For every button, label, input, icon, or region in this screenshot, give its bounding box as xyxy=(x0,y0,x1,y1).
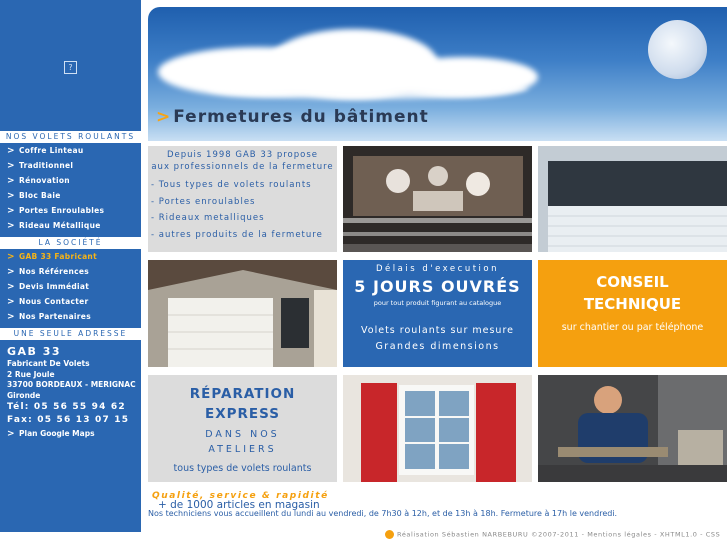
menu-item-partenaires[interactable] xyxy=(0,309,141,324)
delais-panel xyxy=(343,260,532,367)
cloud-shape xyxy=(208,77,528,99)
delais-headline: 5 JOURS OUVRÉS xyxy=(354,277,521,296)
delais-tagline: Grandes dimensions xyxy=(375,341,500,352)
chevron-right-icon: > xyxy=(7,146,15,156)
section-title-societe: LA SOCIÉTÉ xyxy=(0,237,141,249)
menu-item-gab33-fabricant[interactable] xyxy=(0,249,141,264)
chevron-right-icon: > xyxy=(7,176,15,186)
intro-lead-line: aux professionnels de la fermeture xyxy=(151,162,334,172)
menu-item-label: Traditionnel xyxy=(19,161,74,170)
footer-credits xyxy=(385,530,720,539)
map-link-label: Plan Google Maps xyxy=(19,429,95,438)
author-logo-icon xyxy=(385,530,394,539)
menu-item-bloc-baie[interactable] xyxy=(0,188,141,203)
red-shutters-image xyxy=(343,375,532,482)
menu-item-coffre-linteau[interactable] xyxy=(0,143,141,158)
reparation-panel xyxy=(148,375,337,482)
chevron-right-icon: > xyxy=(7,429,15,439)
chevron-right-icon: > xyxy=(7,297,15,307)
google-maps-link[interactable] xyxy=(7,427,141,441)
footer-credits-text: Réalisation Sébastien NARBEBURU ©2007-2011 - Mentions légales - XHTML1.0 - CSS xyxy=(397,530,721,539)
chevron-right-icon: > xyxy=(7,191,15,201)
telephone: Tél: 05 56 55 94 62 xyxy=(7,402,126,412)
list-item: - Rideaux metalliques xyxy=(151,213,265,223)
chevron-right-icon: > xyxy=(7,161,15,171)
chevron-right-icon: > xyxy=(7,312,15,322)
header-banner xyxy=(148,7,727,141)
section-title-adresse: UNE SEULE ADRESSE xyxy=(0,328,141,340)
photo-garage-door xyxy=(148,260,337,367)
sidebar xyxy=(0,0,141,532)
reparation-subtitle xyxy=(148,427,337,457)
roller-shutter-image xyxy=(538,146,727,252)
quality-slogan: Qualité, service & rapidité xyxy=(152,491,329,501)
menu-item-traditionnel[interactable] xyxy=(0,158,141,173)
garage-door-image xyxy=(148,260,337,367)
menu-item-label: Bloc Baie xyxy=(19,191,61,200)
page-title xyxy=(156,107,429,127)
company-name: GAB 33 xyxy=(7,345,62,358)
chevron-right-icon: > xyxy=(7,282,15,292)
menu-volets xyxy=(0,143,141,233)
conseil-headline-line: CONSEIL xyxy=(596,273,669,291)
delais-label: Délais d'execution xyxy=(376,264,499,274)
conseil-headline-line: TECHNIQUE xyxy=(583,295,682,313)
chevron-right-icon: > xyxy=(7,267,15,277)
address-line: 2 Rue Joule xyxy=(7,369,55,379)
reparation-headline xyxy=(148,384,337,424)
chevron-right-icon: > xyxy=(7,206,15,216)
logo-placeholder-icon: ? xyxy=(64,61,77,74)
chevron-right-icon: > xyxy=(7,221,15,231)
reparation-subtitle-line: ATELIERS xyxy=(208,444,277,455)
address-line: Gironde xyxy=(7,390,41,400)
chevron-right-icon: > xyxy=(7,252,15,262)
page-title-text: Fermetures du bâtiment xyxy=(173,107,429,127)
chevron-right-icon: > xyxy=(156,107,172,127)
reparation-headline-line: EXPRESS xyxy=(205,406,280,422)
menu-item-rideau-metallique[interactable] xyxy=(0,218,141,233)
list-item: - autres produits de la fermeture xyxy=(151,229,323,240)
conseil-subtitle: sur chantier ou par téléphone xyxy=(561,322,704,333)
menu-item-label: Rénovation xyxy=(19,176,70,185)
menu-item-portes-enroulables[interactable] xyxy=(0,203,141,218)
address-block xyxy=(7,345,141,441)
reparation-headline-line: RÉPARATION xyxy=(189,386,296,402)
address-line: Fabricant De Volets xyxy=(7,359,90,368)
product-list xyxy=(148,177,337,243)
conseil-headline xyxy=(538,271,727,315)
intro-panel xyxy=(148,146,337,252)
reparation-subtitle-line: DANS NOS xyxy=(205,429,280,440)
menu-item-label: Nos Références xyxy=(19,267,90,276)
moon-image xyxy=(648,20,707,79)
photo-technician xyxy=(538,375,727,482)
menu-item-devis[interactable] xyxy=(0,279,141,294)
shop-grille-image xyxy=(343,146,532,252)
menu-item-label: Nos Partenaires xyxy=(19,312,91,321)
reparation-note: tous types de volets roulants xyxy=(173,463,312,474)
list-item: - Portes enroulables xyxy=(151,196,256,207)
menu-item-label: Nous Contacter xyxy=(19,297,89,306)
intro-lead xyxy=(148,149,337,173)
delais-tagline: Volets roulants sur mesure xyxy=(361,325,514,336)
menu-item-references[interactable] xyxy=(0,264,141,279)
menu-item-contact[interactable] xyxy=(0,294,141,309)
articles-count: + de 1000 articles en magasin xyxy=(158,499,320,511)
menu-item-renovation[interactable] xyxy=(0,173,141,188)
photo-roller-shutter xyxy=(538,146,727,252)
menu-item-label: Rideau Métallique xyxy=(19,221,101,230)
address-line: 33700 BORDEAUX - MERIGNAC xyxy=(7,380,136,389)
photo-red-shutters xyxy=(343,375,532,482)
menu-item-label: GAB 33 Fabricant xyxy=(19,252,97,261)
photo-shop-grille xyxy=(343,146,532,252)
menu-item-label: Devis Immédiat xyxy=(19,282,90,291)
menu-item-label: Portes Enroulables xyxy=(19,206,105,215)
fax: Fax: 05 56 13 07 15 xyxy=(7,415,130,425)
technician-image xyxy=(538,375,727,482)
list-item: - Tous types de volets roulants xyxy=(151,180,312,190)
intro-lead-line: Depuis 1998 GAB 33 propose xyxy=(167,150,318,160)
menu-item-label: Coffre Linteau xyxy=(19,146,84,155)
menu-societe xyxy=(0,249,141,324)
conseil-panel xyxy=(538,260,727,367)
section-title-volets: NOS VOLETS ROULANTS xyxy=(0,131,141,143)
opening-hours: Nos techniciens vous accueillent du lundi au vendredi, de 7h30 à 12h, et de 13h à 18h. Fermeture à 17h le vendredi. xyxy=(148,509,618,518)
delais-note: pour tout produit figurant au catalogue xyxy=(373,299,502,307)
